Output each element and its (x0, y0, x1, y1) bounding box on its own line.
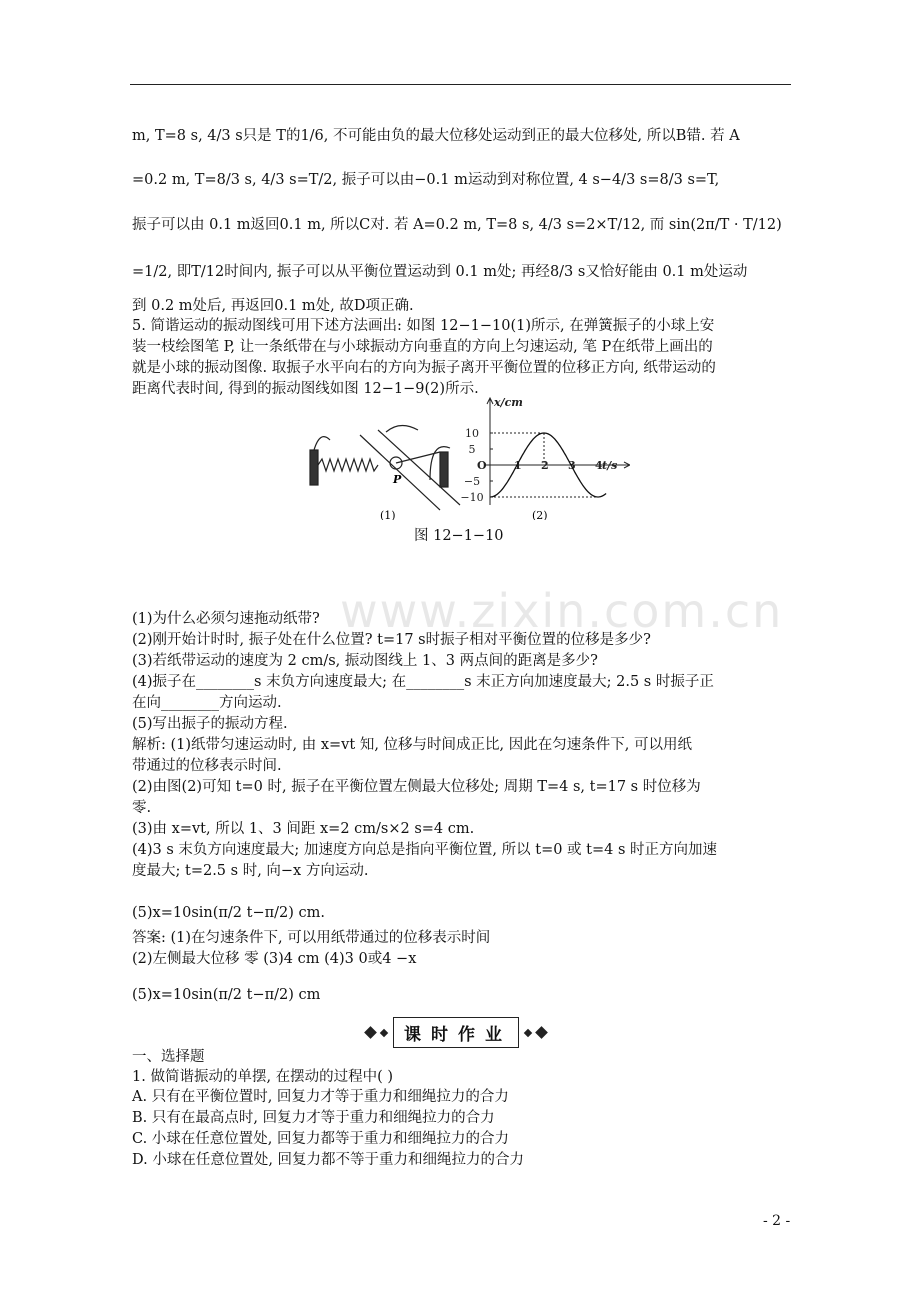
y-tick-label: 10 (465, 427, 479, 440)
text-line: (2)刚开始计时时, 振子处在什么位置? t=17 s时振子相对平衡位置的位移是多少? (132, 632, 651, 648)
sub-caption-2: (2) (532, 509, 548, 520)
diamond-icon (524, 1028, 532, 1036)
text-line: (4)振子在________s 末负方向速度最大; 在________s 末正方向加速度最大; 2.5 s 时振子正 (132, 674, 714, 690)
header-rule (130, 84, 791, 85)
text-line: 装一枝绘图笔 P, 让一条纸带在与小球振动方向垂直的方向上匀速运动, 笔 P在纸带上画出的 (132, 339, 713, 355)
vibration-graph (460, 396, 630, 505)
text-line: (3)由 x=vt, 所以 1、3 间距 x=2 cm/s×2 s=4 cm. (132, 821, 475, 837)
text-line: 一、选择题 (132, 1049, 205, 1065)
text-line: (5)x=10sin(π/2 t−π/2) cm (132, 987, 321, 1003)
y-tick-label: 5 (468, 443, 476, 456)
text-line: C. 小球在任意位置处, 回复力都等于重力和细绳拉力的合力 (132, 1131, 510, 1147)
spring-apparatus-illustration (310, 425, 460, 510)
text-line: 带通过的位移表示时间. (132, 758, 282, 774)
origin-label: O (477, 459, 487, 472)
text-line: (1)为什么必须匀速拖动纸带? (132, 611, 320, 627)
page-number: - 2 - (763, 1213, 791, 1229)
x-tick-label: 3 (568, 459, 576, 472)
spring-icon (318, 459, 378, 471)
diamond-icon (364, 1026, 377, 1039)
text-line: 5. 简谐运动的振动图线可用下述方法画出: 如图 12−1−10(1)所示, 在弹簧振子的小球上安 (132, 318, 715, 334)
text-line: (2)由图(2)可知 t=0 时, 振子在平衡位置左侧最大位移处; 周期 T=4 s, t=17 s 时位移为 (132, 779, 701, 795)
text-line: (5)x=10sin(π/2 t−π/2) cm. (132, 905, 326, 921)
right-wall (440, 452, 448, 487)
text-line: (3)若纸带运动的速度为 2 cm/s, 振动图线上 1、3 两点间的距离是多少? (132, 653, 598, 669)
diamond-icon (535, 1026, 548, 1039)
text-line: D. 小球在任意位置处, 回复力都不等于重力和细绳拉力的合力 (132, 1152, 525, 1168)
y-tick-label: −10 (460, 491, 484, 504)
figure-caption: 图 12−1−10 (414, 528, 504, 544)
sub-caption-1: (1) (380, 509, 396, 520)
section-header (366, 1017, 546, 1048)
section-title: 课时作业 (393, 1017, 519, 1048)
text-line: 距离代表时间, 得到的振动图线如图 12−1−9(2)所示. (132, 381, 479, 397)
x-tick-label: 2 (541, 459, 549, 472)
text-line: =1/2, 即T/12时间内, 振子可以从平衡位置运动到 0.1 m处; 再经8/3 s又恰好能由 0.1 m处运动 (132, 264, 748, 280)
text-line: 1. 做简谐振动的单摆, 在摆动的过程中( ) (132, 1069, 394, 1085)
rod (396, 452, 440, 463)
text-line: 在向________方向运动. (132, 695, 282, 711)
text-line: (5)写出振子的振动方程. (132, 716, 288, 732)
text-line: 就是小球的振动图像. 取振子水平向右的方向为振子离开平衡位置的位移正方向, 纸带运动的 (132, 360, 716, 376)
text-line: (2)左侧最大位移 零 (3)4 cm (4)3 0或4 −x (132, 951, 417, 967)
watermark: www.zixin.com.cn (340, 584, 784, 638)
left-wall (310, 450, 318, 485)
text-line: 到 0.2 m处后, 再返回0.1 m处, 故D项正确. (132, 298, 414, 314)
x-axis-label: t/s (602, 459, 618, 472)
x-tick-label: 4 (595, 459, 603, 472)
y-axis-label: x/cm (494, 396, 523, 409)
text-line: A. 只有在平衡位置时, 回复力才等于重力和细绳拉力的合力 (132, 1089, 509, 1105)
text-line: 答案: (1)在匀速条件下, 可以用纸带通过的位移表示时间 (132, 930, 491, 946)
text-line: 零. (132, 800, 152, 816)
pen-label: P (393, 473, 402, 486)
text-line: m, T=8 s, 4/3 s只是 T的1/6, 不可能由负的最大位移处运动到正的最大位移处, 所以B错. 若 A (132, 128, 740, 144)
x-tick-label: 1 (514, 459, 522, 472)
text-line: =0.2 m, T=8/3 s, 4/3 s=T/2, 振子可以由−0.1 m运动到对称位置, 4 s−4/3 s=8/3 s=T, (132, 172, 720, 188)
diamond-icon (380, 1028, 388, 1036)
hand-icon (386, 425, 418, 432)
text-line: 振子可以由 0.1 m返回0.1 m, 所以C对. 若 A=0.2 m, T=8 s, 4/3 s=2×T/12, 而 sin(2π/T · T/12) (132, 217, 782, 233)
left-bracket (314, 437, 330, 450)
figure-svg (300, 380, 630, 520)
figure (300, 380, 630, 524)
y-tick-label: −5 (463, 475, 481, 488)
text-line: (4)3 s 末负方向速度最大; 加速度方向总是指向平衡位置, 所以 t=0 或 t=4 s 时正方向加速 (132, 842, 718, 858)
text-line: 解析: (1)纸带匀速运动时, 由 x=vt 知, 位移与时间成正比, 因此在匀速条件下, 可以用纸 (132, 737, 692, 753)
text-line: 度最大; t=2.5 s 时, 向−x 方向运动. (132, 863, 369, 879)
text-line: B. 只有在最高点时, 回复力才等于重力和细绳拉力的合力 (132, 1110, 495, 1126)
